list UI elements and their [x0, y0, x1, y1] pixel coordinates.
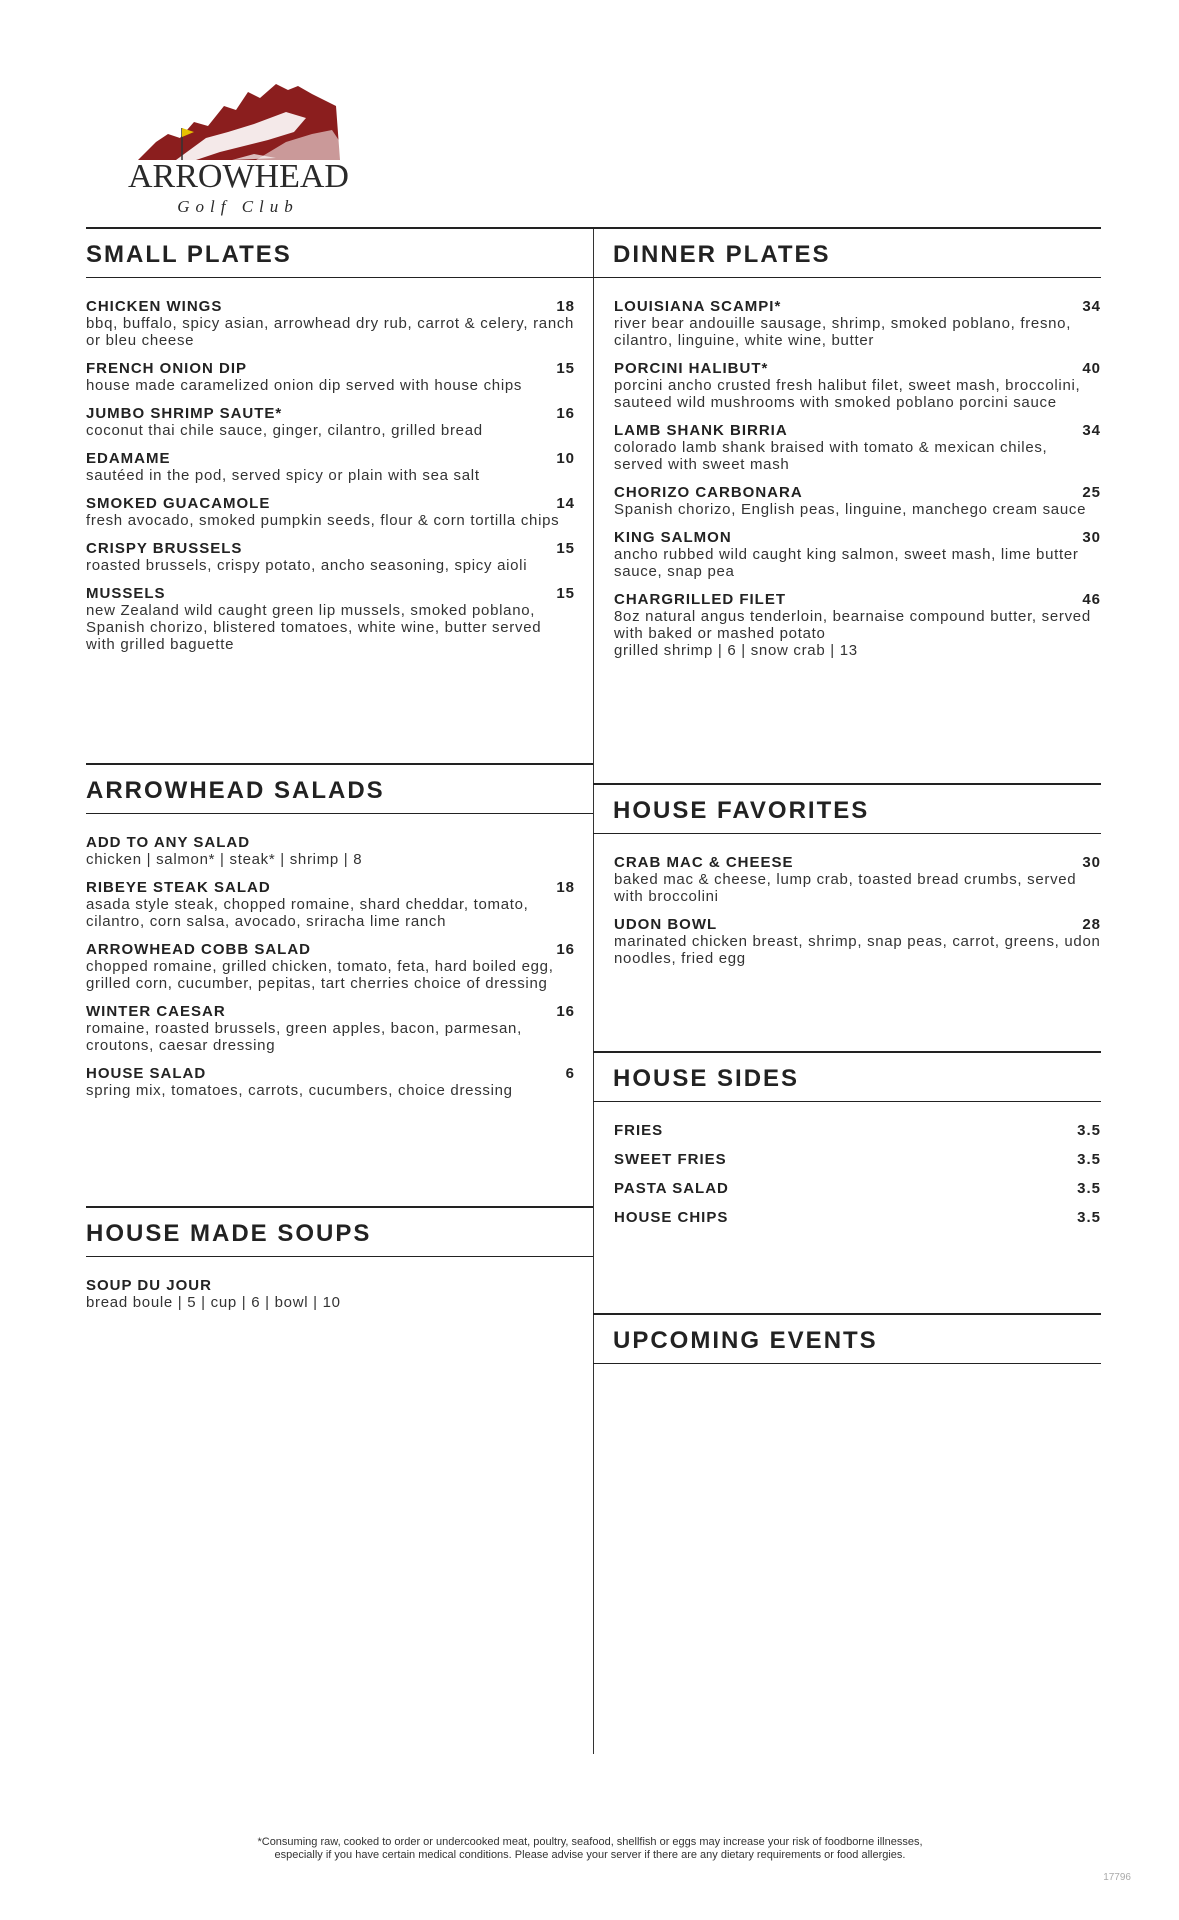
item-description: river bear andouille sausage, shrimp, smoked poblano, fresno, cilantro, linguine, white wine, butter: [614, 315, 1072, 349]
section-house-sides: [593, 1051, 1101, 1238]
item-price: 16: [556, 1003, 575, 1020]
menu-item: [614, 1180, 1101, 1197]
section-title: DINNER PLATES: [613, 241, 831, 268]
menu-item: [86, 298, 575, 349]
section-soups: [86, 1206, 593, 1322]
item-price: 15: [556, 360, 575, 377]
section-upcoming-events: [593, 1313, 1101, 1364]
section-header: [86, 227, 593, 278]
section-title: ARROWHEAD SALADS: [86, 777, 385, 804]
section-header: [593, 227, 1101, 278]
item-name: CRAB MAC & CHEESE: [614, 854, 794, 871]
menu-item: [86, 879, 575, 930]
menu-item: [614, 422, 1101, 473]
item-price: 18: [556, 298, 575, 315]
item-description: fresh avocado, smoked pumpkin seeds, flour & corn tortilla chips: [86, 512, 560, 529]
item-price: 40: [1082, 360, 1101, 377]
disclaimer-line: *Consuming raw, cooked to order or undercooked meat, poultry, seafood, shellfish or eggs may increase your risk of foodborne illnesses,: [257, 1836, 923, 1848]
brand-subtitle: Golf Club: [177, 197, 299, 216]
item-description: asada style steak, chopped romaine, shard cheddar, tomato, cilantro, corn salsa, avocado, sriracha lime ranch: [86, 896, 529, 930]
menu-item: [614, 1209, 1101, 1226]
item-price: 3.5: [1077, 1122, 1101, 1139]
section-header: [86, 1206, 593, 1257]
section-title: UPCOMING EVENTS: [613, 1327, 878, 1354]
disclaimer-line: especially if you have certain medical conditions. Please advise your server if there are any dietary requirements or food allergies.: [274, 1849, 906, 1861]
item-name: HOUSE SALAD: [86, 1065, 207, 1082]
section-small-plates: [86, 227, 593, 664]
menu-item: [614, 298, 1101, 349]
item-description: sautéed in the pod, served spicy or plain with sea salt: [86, 467, 480, 484]
menu-item: [614, 591, 1101, 659]
item-description: baked mac & cheese, lump crab, toasted bread crumbs, served with broccolini: [614, 871, 1077, 905]
menu-item: [86, 540, 575, 574]
item-price: 16: [556, 405, 575, 422]
menu-item: [614, 484, 1101, 518]
menu-item: [614, 529, 1101, 580]
item-description: 8oz natural angus tenderloin, bearnaise compound butter, served with baked or mashed potato: [614, 608, 1091, 642]
item-description: chicken | salmon* | steak* | shrimp | 8: [86, 851, 363, 868]
item-price: 25: [1082, 484, 1101, 501]
item-description: romaine, roasted brussels, green apples, bacon, parmesan, croutons, caesar dressing: [86, 1020, 522, 1054]
item-description: coconut thai chile sauce, ginger, cilantro, grilled bread: [86, 422, 483, 439]
item-name: HOUSE CHIPS: [614, 1209, 729, 1226]
item-name: FRIES: [614, 1122, 664, 1139]
menu-item: [86, 495, 575, 529]
section-title: SMALL PLATES: [86, 241, 292, 268]
item-description: roasted brussels, crispy potato, ancho seasoning, spicy aioli: [86, 557, 528, 574]
item-name: EDAMAME: [86, 450, 171, 467]
item-description: Spanish chorizo, English peas, linguine, manchego cream sauce: [614, 501, 1087, 518]
item-price: 3.5: [1077, 1180, 1101, 1197]
item-description: chopped romaine, grilled chicken, tomato, feta, hard boiled egg, grilled corn, cucumber, pepitas, tart cherries choice of dressing: [86, 958, 554, 992]
item-price: 16: [556, 941, 575, 958]
item-name: UDON BOWL: [614, 916, 718, 933]
item-name: PASTA SALAD: [614, 1180, 729, 1197]
item-name: CRISPY BRUSSELS: [86, 540, 243, 557]
item-name: LOUISIANA SCAMPI*: [614, 298, 782, 315]
item-price: 6: [565, 1065, 575, 1082]
menu-item: [614, 360, 1101, 411]
item-name: FRENCH ONION DIP: [86, 360, 248, 377]
item-name: ADD TO ANY SALAD: [86, 834, 251, 851]
item-price: 14: [556, 495, 575, 512]
menu-item: [86, 360, 575, 394]
item-price: 3.5: [1077, 1151, 1101, 1168]
menu-item: [86, 1065, 575, 1099]
menu-item: [614, 1151, 1101, 1168]
item-name: KING SALMON: [614, 529, 732, 546]
menu-item: [614, 916, 1101, 967]
item-description: house made caramelized onion dip served with house chips: [86, 377, 523, 394]
section-header: [86, 763, 593, 814]
item-price: 18: [556, 879, 575, 896]
menu-item: [614, 854, 1101, 905]
menu-item: [86, 1003, 575, 1054]
allergy-disclaimer: [150, 1836, 1030, 1862]
section-title: HOUSE FAVORITES: [613, 797, 870, 824]
item-name: CHORIZO CARBONARA: [614, 484, 803, 501]
item-description: spring mix, tomatoes, carrots, cucumbers, choice dressing: [86, 1082, 513, 1099]
item-description: bread boule | 5 | cup | 6 | bowl | 10: [86, 1294, 341, 1311]
menu-item: [86, 834, 575, 868]
item-name: WINTER CAESAR: [86, 1003, 226, 1020]
section-header: [593, 783, 1101, 834]
item-name: JUMBO SHRIMP SAUTE*: [86, 405, 283, 422]
mountain-logo-icon: [136, 82, 340, 162]
section-title: HOUSE MADE SOUPS: [86, 1220, 372, 1247]
item-name: RIBEYE STEAK SALAD: [86, 879, 271, 896]
item-name: PORCINI HALIBUT*: [614, 360, 769, 377]
item-price: 34: [1082, 298, 1101, 315]
item-price: 30: [1082, 529, 1101, 546]
item-name: CHARGRILLED FILET: [614, 591, 786, 608]
section-header: [593, 1051, 1101, 1102]
item-price: 10: [556, 450, 575, 467]
item-price: 15: [556, 585, 575, 602]
document-code: 17796: [1103, 1872, 1131, 1883]
section-header: [593, 1313, 1101, 1364]
item-name: SWEET FRIES: [614, 1151, 727, 1168]
section-house-favorites: [593, 783, 1101, 978]
menu-item: [614, 1122, 1101, 1139]
item-name: LAMB SHANK BIRRIA: [614, 422, 788, 439]
item-price: 34: [1082, 422, 1101, 439]
section-dinner-plates: [593, 227, 1101, 670]
item-description: bbq, buffalo, spicy asian, arrowhead dry rub, carrot & celery, ranch or bleu cheese: [86, 315, 575, 349]
item-price: 15: [556, 540, 575, 557]
item-name: CHICKEN WINGS: [86, 298, 223, 315]
arrowhead-logo: [128, 82, 348, 222]
item-price: 3.5: [1077, 1209, 1101, 1226]
item-addon: grilled shrimp | 6 | snow crab | 13: [614, 642, 858, 659]
item-description: ancho rubbed wild caught king salmon, sweet mash, lime butter sauce, snap pea: [614, 546, 1079, 580]
item-name: ARROWHEAD COBB SALAD: [86, 941, 311, 958]
item-description: new Zealand wild caught green lip mussels, smoked poblano, Spanish chorizo, blistered tomatoes, white wine, butter served with grilled baguette: [86, 602, 542, 653]
item-description: porcini ancho crusted fresh halibut filet, sweet mash, broccolini, sauteed wild mushrooms with smoked poblano porcini sauce: [614, 377, 1081, 411]
section-salads: [86, 763, 593, 1110]
section-title: HOUSE SIDES: [613, 1065, 800, 1092]
item-name: SOUP DU JOUR: [86, 1277, 212, 1294]
item-description: colorado lamb shank braised with tomato & mexican chiles, served with sweet mash: [614, 439, 1048, 473]
menu-item: [86, 1277, 575, 1311]
menu-item: [86, 405, 575, 439]
menu-item: [86, 941, 575, 992]
item-price: 28: [1082, 916, 1101, 933]
menu-item: [86, 450, 575, 484]
item-name: MUSSELS: [86, 585, 166, 602]
brand-name: ARROWHEAD: [128, 158, 349, 195]
item-name: SMOKED GUACAMOLE: [86, 495, 271, 512]
item-price: 30: [1082, 854, 1101, 871]
menu-item: [86, 585, 575, 653]
item-price: 46: [1082, 591, 1101, 608]
item-description: marinated chicken breast, shrimp, snap peas, carrot, greens, udon noodles, fried egg: [614, 933, 1101, 967]
